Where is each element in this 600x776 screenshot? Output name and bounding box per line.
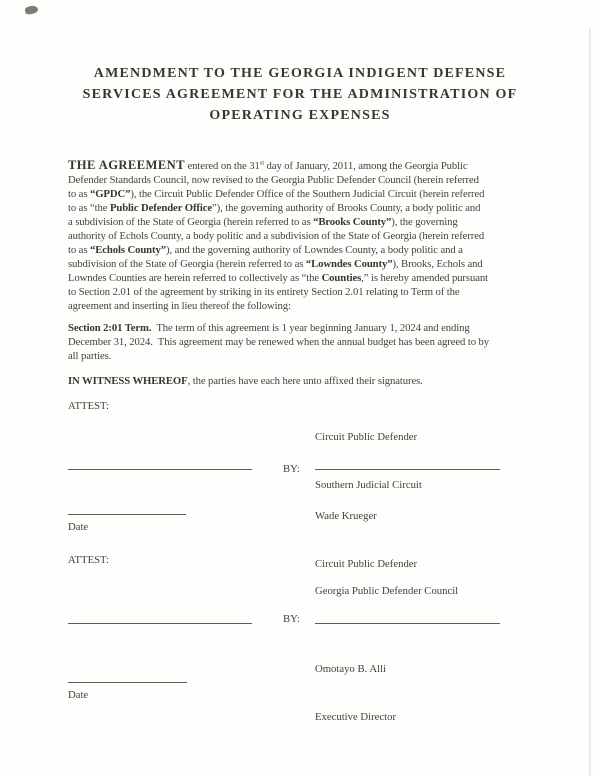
text-line — [68, 187, 600, 201]
title-line-3: OPERATING EXPENSES — [209, 108, 391, 123]
witness-clause — [68, 374, 600, 388]
date-line-1 — [68, 514, 186, 515]
agreement-paragraph — [68, 158, 600, 313]
text-line — [68, 201, 600, 215]
text-segment: to as — [68, 188, 90, 200]
text-line — [68, 335, 600, 349]
text-line — [68, 349, 600, 363]
date-label-2: Date — [68, 689, 89, 701]
text-segment: IN WITNESS WHEREOF — [68, 375, 188, 387]
text-segment: ,” is hereby amended pursuant — [361, 272, 488, 284]
text-segment: “Brooks County” — [313, 216, 392, 228]
text-line — [68, 257, 600, 271]
text-segment: , the parties have each here unto affixed their signatures. — [187, 375, 423, 387]
text-segment: agreement and inserting in lieu thereof the following: — [68, 300, 291, 312]
text-segment: a subdivision of the State of Georgia (herein referred to as — [68, 216, 314, 228]
attest-signature-line-2 — [68, 623, 252, 624]
text-segment: st — [259, 159, 264, 167]
by-label-1: BY: — [283, 463, 300, 475]
text-segment: day of January, 2011, among the Georgia Public — [263, 160, 468, 172]
document-title — [0, 0, 600, 126]
text-segment: “GPDC” — [89, 188, 131, 200]
attest-label-2: ATTEST: — [68, 554, 110, 566]
title-line-2: SERVICES AGREEMENT FOR THE ADMINISTRATION OF — [82, 87, 518, 102]
signatory-2-title: Executive Director — [315, 711, 397, 723]
text-line — [68, 229, 600, 243]
text-segment: to Section 2.01 of the agreement by striking in its entirety Section 2.01 relating to Term of the — [68, 286, 460, 298]
text-segment: Defender Standards Council, now revised to the Georgia Public Defender Council (herein referred — [68, 174, 479, 186]
organization-2-line-1: Georgia Public Defender Council — [315, 585, 459, 597]
text-segment: to as “the — [68, 202, 110, 214]
text-line — [68, 285, 600, 299]
signatory-1-title: Circuit Public Defender — [315, 558, 418, 570]
text-segment: “Lowndes County” — [305, 258, 393, 270]
title-line-1: AMENDMENT TO THE GEORGIA INDIGENT DEFENSE — [93, 66, 507, 81]
text-segment: ), the Circuit Public Defender Office of the Southern Judicial Circuit (herein referred — [130, 188, 485, 200]
signatory-2 — [315, 629, 396, 757]
text-line — [68, 321, 600, 335]
text-segment: to as — [68, 244, 90, 256]
text-line — [68, 158, 600, 173]
date-label-1: Date — [68, 521, 89, 533]
text-segment: authority of Echols County, a body politic and a subdivision of the State of Georgia (herein referred — [68, 230, 485, 242]
attest-signature-line-1 — [68, 469, 252, 470]
signatory-signature-line-2 — [315, 623, 500, 624]
text-segment: ), and the governing authority of Lowndes County, a body politic and a — [165, 244, 463, 256]
text-segment: Lowndes Counties are herein referred to collectively as “the — [68, 272, 322, 284]
text-segment: ”), the governing authority of Brooks County, a body politic and — [212, 202, 481, 214]
text-segment: ), Brooks, Echols and — [392, 258, 483, 270]
text-segment: entered on the 31 — [184, 160, 260, 172]
date-line-2 — [68, 682, 187, 683]
section-2-01-term-paragraph — [68, 321, 600, 363]
text-segment: Section 2:01 Term. — [68, 322, 152, 334]
text-segment: ), the governing — [391, 216, 458, 228]
signatory-1-name: Wade Krueger — [315, 510, 377, 522]
signatory-signature-line-1 — [315, 469, 500, 470]
text-segment: THE AGREEMENT — [68, 158, 185, 172]
text-line — [68, 243, 600, 257]
organization-1-line-2: Southern Judicial Circuit — [315, 479, 422, 491]
organization-1-line-1: Circuit Public Defender — [315, 431, 418, 443]
text-segment: Public Defender Office — [109, 202, 213, 214]
by-label-2: BY: — [283, 613, 300, 625]
text-segment: The term of this agreement is 1 year beginning January 1, 2024 and ending — [151, 322, 470, 334]
signatory-2-name: Omotayo B. Alli — [315, 663, 386, 675]
signature-area — [0, 388, 600, 776]
text-line — [68, 299, 600, 313]
text-segment: “Echols County” — [89, 244, 166, 256]
text-line — [68, 215, 600, 229]
attest-label-1: ATTEST: — [68, 400, 110, 412]
text-segment: Counties — [321, 272, 362, 284]
text-line — [68, 271, 600, 285]
text-segment: all parties. — [68, 350, 112, 362]
text-line — [68, 173, 600, 187]
text-segment: subdivision of the State of Georgia (herein referred to as — [68, 258, 306, 270]
text-segment: December 31, 2024. This agreement may be renewed when the annual budget has been agreed to by — [68, 336, 490, 348]
organization-2 — [315, 551, 458, 631]
